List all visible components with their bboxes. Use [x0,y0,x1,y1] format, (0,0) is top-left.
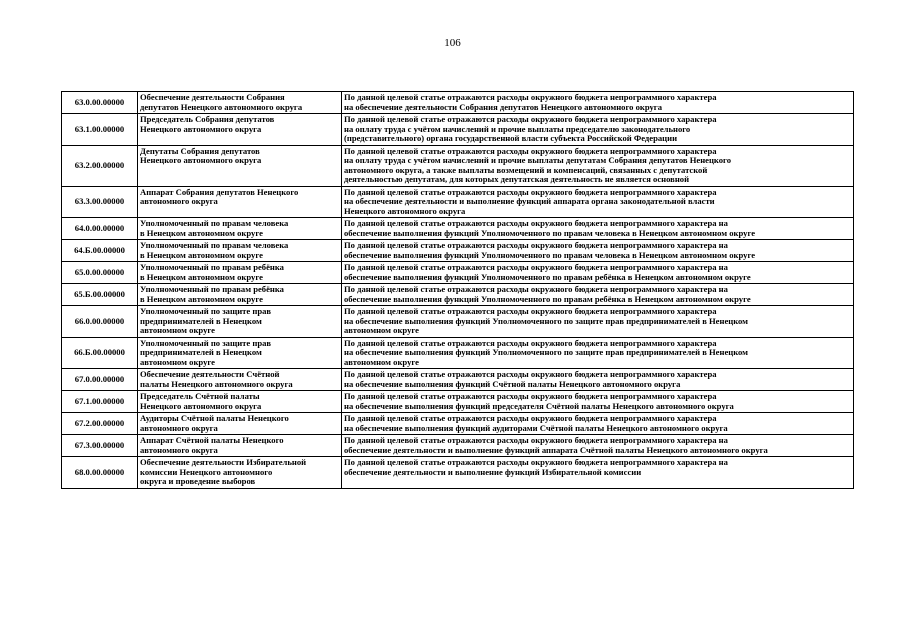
name-line: Уполномоченный по защите прав [140,306,272,316]
target-article-description [342,413,854,435]
target-article-code: 66.0.00.00000 [62,306,138,338]
name-line: в Ненецком автономном округе [140,249,263,260]
name-line: автономного округа [140,196,218,206]
target-article-description [342,114,854,146]
description-line: на оплату труда с учётом начислений и прочие выплаты председателю законодательного [344,123,691,134]
description-line: автономном округе [344,325,419,335]
target-article-name [138,413,342,435]
target-article-name [138,306,342,338]
target-article-code: 64.Б.00.00000 [62,240,138,262]
target-article-code: 67.2.00.00000 [62,413,138,435]
target-article-name [138,240,342,262]
target-article-code: 64.0.00.00000 [62,218,138,240]
target-article-name [138,457,342,489]
target-article-description [342,218,854,240]
target-article-code: 65.0.00.00000 [62,262,138,284]
name-line: Председатель Собрания депутатов [140,114,275,124]
table-row [62,145,854,186]
description-line: По данной целевой статье отражаются расходы окружного бюджета непрограммного характера [344,92,717,102]
description-line: По данной целевой статье отражаются расходы окружного бюджета непрограммного характера на [344,262,728,272]
target-article-description [342,391,854,413]
name-line: автономного округа [140,422,218,433]
table-row [62,284,854,306]
target-article-code: 63.1.00.00000 [62,114,138,146]
name-line: Обеспечение деятельности Счётной [140,369,280,379]
table-row [62,457,854,489]
table-row [62,262,854,284]
target-article-name [138,337,342,369]
table-row [62,114,854,146]
target-article-code: 63.0.00.00000 [62,92,138,114]
table-row [62,435,854,457]
name-line: Обеспечение деятельности Избирательной [140,457,307,467]
table-row [62,369,854,391]
target-article-code: 63.2.00.00000 [62,145,138,186]
description-line: на обеспечение выполнения функций аудиторами Счётной палаты Ненецкого автономного округа [344,422,728,433]
description-line: на обеспечение выполнения функций Счётной палаты Ненецкого автономного округа [344,378,681,389]
name-line: автономном округе [140,356,215,367]
description-line: на оплату труда с учётом начислений и прочие выплаты депутатам Собрания депутатов Ненецкого [344,155,732,165]
page-number: 106 [444,37,461,49]
description-line: По данной целевой статье отражаются расходы окружного бюджета непрограммного характера на [344,435,728,445]
name-line: Уполномоченный по правам ребёнка [140,262,284,272]
description-line: По данной целевой статье отражаются расходы окружного бюджета непрограммного характера на [344,457,728,467]
description-line: обеспечение деятельности и выполнение функций аппарата Счётной палаты Ненецкого автономного округа [344,444,768,455]
description-line: обеспечение выполнения функций Уполномоченного по правам человека в Ненецком автономном округе [344,249,756,260]
name-line: депутатов Ненецкого автономного округа [140,101,303,112]
description-line: Ненецкого автономного округа [344,205,466,216]
target-article-name [138,391,342,413]
description-line: По данной целевой статье отражаются расходы окружного бюджета непрограммного характера [344,114,717,124]
description-line: обеспечение деятельности и выполнение функций Избирательной комиссии [344,466,642,477]
description-line: По данной целевой статье отражаются расходы окружного бюджета непрограммного характера [344,306,717,316]
name-line: Ненецкого автономного округа [140,400,262,411]
description-line: По данной целевой статье отражаются расходы окружного бюджета непрограммного характера [344,186,717,197]
target-article-description [342,306,854,338]
target-article-description [342,457,854,489]
description-line: По данной целевой статье отражаются расходы окружного бюджета непрограммного характера [344,145,717,156]
target-article-name [138,284,342,306]
target-article-code: 63.3.00.00000 [62,186,138,218]
name-line: предпринимателей в Ненецком [140,347,262,357]
description-line: обеспечение выполнения функций Уполномоченного по правам ребёнка в Ненецком автономном округе [344,293,751,304]
description-line: По данной целевой статье отражаются расходы окружного бюджета непрограммного характера [344,391,717,401]
name-line: округа и проведение выборов [140,476,256,486]
target-article-name [138,92,342,114]
target-article-description [342,145,854,186]
description-line: обеспечение выполнения функций Уполномоченного по правам человека в Ненецком автономном округе [344,227,756,238]
name-line: автономном округе [140,325,215,335]
target-article-description [342,369,854,391]
name-line: Уполномоченный по правам ребёнка [140,284,284,294]
target-article-description [342,186,854,218]
name-line: Председатель Счётной палаты [140,391,260,401]
target-article-code: 67.0.00.00000 [62,369,138,391]
name-line: палаты Ненецкого автономного округа [140,378,293,389]
budget-classification-table [61,91,854,489]
description-line: (представительного) органа государственной власти субъекта Российской Федерации [344,133,678,143]
table-row [62,413,854,435]
description-line: По данной целевой статье отражаются расходы окружного бюджета непрограммного характера [344,337,717,348]
target-article-description [342,240,854,262]
target-article-name [138,114,342,146]
description-line: на обеспечение выполнения функций председателя Счётной палаты Ненецкого автономного округа [344,400,734,411]
table-body [62,92,854,489]
table-row [62,306,854,338]
name-line: комиссии Ненецкого автономного [140,466,273,477]
description-line: обеспечение выполнения функций Уполномоченного по правам ребёнка в Ненецком автономном округе [344,271,751,282]
target-article-description [342,435,854,457]
table-row [62,391,854,413]
target-article-name [138,262,342,284]
name-line: Ненецкого автономного округа [140,123,262,134]
description-line: По данной целевой статье отражаются расходы окружного бюджета непрограммного характера на [344,218,728,228]
description-line: По данной целевой статье отражаются расходы окружного бюджета непрограммного характера [344,369,717,379]
target-article-name [138,145,342,186]
name-line: в Ненецком автономном округе [140,271,263,282]
description-line: По данной целевой статье отражаются расходы окружного бюджета непрограммного характера на [344,240,728,250]
name-line: Аппарат Счётной палаты Ненецкого [140,435,284,445]
description-line: автономного округа, а также выплаты возмещений и компенсаций, связанных с депутатской [344,164,708,175]
name-line: Обеспечение деятельности Собрания [140,92,285,102]
target-article-name [138,218,342,240]
name-line: в Ненецком автономном округе [140,227,263,238]
name-line: Уполномоченный по правам человека [140,240,289,250]
description-line: на обеспечение деятельности Собрания депутатов Ненецкого автономного округа [344,101,662,112]
table-row [62,92,854,114]
description-line: По данной целевой статье отражаются расходы окружного бюджета непрограммного характера [344,413,717,423]
name-line: предпринимателей в Ненецком [140,315,262,326]
target-article-code: 67.1.00.00000 [62,391,138,413]
name-line: Уполномоченный по правам человека [140,218,289,228]
description-line: автономном округе [344,356,419,367]
target-article-description [342,92,854,114]
target-article-description [342,284,854,306]
target-article-code: 68.0.00.00000 [62,457,138,489]
target-article-name [138,435,342,457]
name-line: в Ненецком автономном округе [140,293,263,304]
name-line: Ненецкого автономного округа [140,155,262,165]
description-line: на обеспечение деятельности и выполнение функций аппарата органа законодательной власти [344,196,715,206]
table-row [62,337,854,369]
table-row [62,240,854,262]
target-article-description [342,337,854,369]
target-article-name [138,186,342,218]
target-article-name [138,369,342,391]
table-row [62,186,854,218]
name-line: Аппарат Собрания депутатов Ненецкого [140,186,299,197]
name-line: Депутаты Собрания депутатов [140,145,260,156]
description-line: на обеспечение выполнения функций Уполномоченного по защите прав предпринимателей в Ненецком [344,315,749,326]
target-article-description [342,262,854,284]
target-article-code: 66.Б.00.00000 [62,337,138,369]
description-line: деятельностью депутатам, для которых депутатская деятельность не является основной [344,174,690,184]
name-line: автономного округа [140,444,218,455]
table-row [62,218,854,240]
target-article-code: 65.Б.00.00000 [62,284,138,306]
name-line: Аудиторы Счётной палаты Ненецкого [140,413,289,423]
target-article-code: 67.3.00.00000 [62,435,138,457]
description-line: По данной целевой статье отражаются расходы окружного бюджета непрограммного характера на [344,284,728,294]
description-line: на обеспечение выполнения функций Уполномоченного по защите прав предпринимателей в Ненецком [344,347,749,357]
name-line: Уполномоченный по защите прав [140,337,272,348]
